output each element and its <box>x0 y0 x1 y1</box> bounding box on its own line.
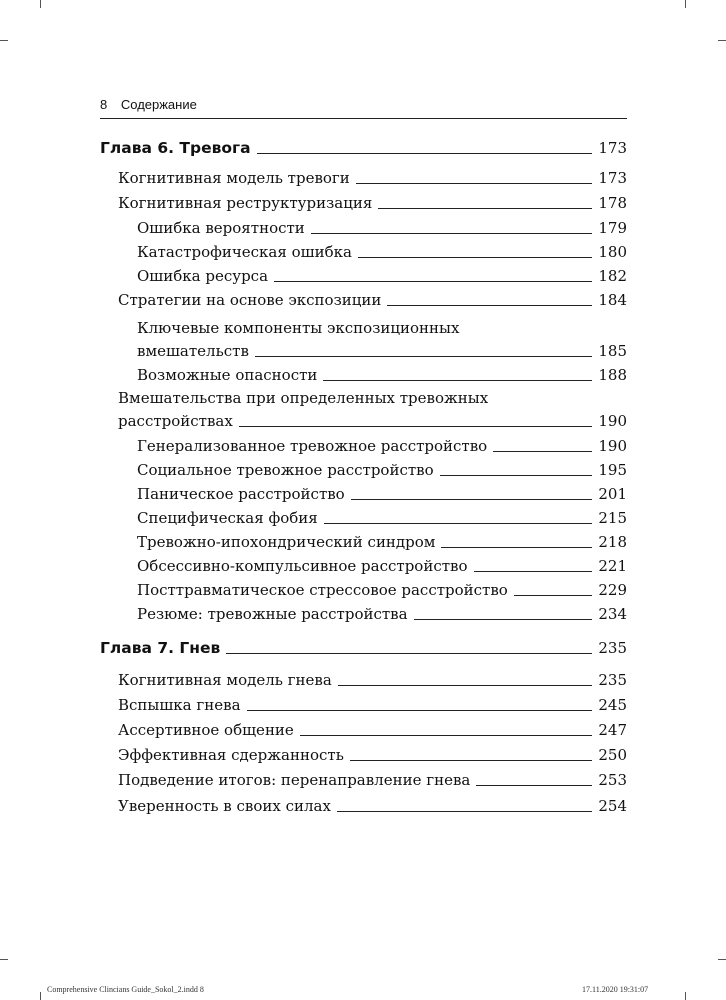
toc-entry[interactable] <box>118 193 627 213</box>
toc-subentry[interactable] <box>137 580 627 600</box>
toc-page-number: 235 <box>598 639 627 657</box>
toc-page-number: 215 <box>598 509 627 527</box>
toc-subentry[interactable] <box>137 484 627 504</box>
toc-entry[interactable] <box>118 290 627 310</box>
toc-entry-title: Социальное тревожное расстройство <box>137 461 434 479</box>
toc-subentry[interactable] <box>137 266 627 286</box>
toc-entry-title: вмешательств <box>137 342 249 360</box>
toc-entry-title: Эффективная сдержанность <box>118 746 344 764</box>
crop-mark <box>40 0 41 8</box>
leader-line <box>387 305 592 306</box>
toc-subentry[interactable] <box>137 556 627 576</box>
toc-entry-title: Паническое расстройство <box>137 485 345 503</box>
header-title: Содержание <box>120 97 197 112</box>
crop-mark <box>718 40 726 41</box>
leader-line <box>476 785 592 786</box>
toc-page-number: 178 <box>598 194 627 212</box>
leader-line <box>474 571 593 572</box>
leader-line <box>274 281 592 282</box>
leader-line <box>239 426 593 427</box>
toc-page-number: 221 <box>598 557 627 575</box>
print-slug-timestamp: 17.11.2020 19:31:07 <box>582 985 649 994</box>
leader-line <box>300 735 593 736</box>
toc-page-number: 250 <box>598 746 627 764</box>
toc-subentry[interactable] <box>137 365 627 385</box>
toc-subentry[interactable] <box>137 604 627 624</box>
toc-page-number: 190 <box>598 412 627 430</box>
leader-line <box>247 710 593 711</box>
toc-subentry[interactable] <box>137 532 627 552</box>
toc-page-number: 179 <box>598 219 627 237</box>
toc-page-number: 247 <box>598 721 627 739</box>
toc-entry-title: расстройствах <box>118 412 233 430</box>
toc-subentry[interactable] <box>137 436 627 456</box>
toc-entry[interactable] <box>118 720 627 740</box>
toc-page-number: 195 <box>598 461 627 479</box>
toc-entry-title: Стратегии на основе экспозиции <box>118 291 382 309</box>
toc-entry-title: Подведение итогов: перенаправление гнева <box>118 771 471 789</box>
toc-page-number: 190 <box>598 437 627 455</box>
toc-entry[interactable] <box>118 411 627 431</box>
leader-line <box>440 475 593 476</box>
toc-subentry[interactable] <box>137 508 627 528</box>
toc-entry[interactable] <box>118 670 627 690</box>
leader-line <box>414 619 593 620</box>
leader-line <box>358 257 592 258</box>
crop-mark <box>40 992 41 1000</box>
toc-chapter-6[interactable] <box>100 138 627 158</box>
toc-page-number: 184 <box>598 291 627 309</box>
toc-entry-title: Вспышка гнева <box>118 696 241 714</box>
toc-entry[interactable] <box>118 695 627 715</box>
leader-line <box>337 811 592 812</box>
toc-entry-title: Тревожно-ипохондрический синдром <box>137 533 436 551</box>
leader-line <box>441 547 592 548</box>
leader-line <box>350 760 592 761</box>
toc-page-number: 254 <box>598 797 627 815</box>
leader-line <box>493 451 592 452</box>
toc-entry[interactable] <box>118 168 627 188</box>
toc-page-number: 185 <box>598 342 627 360</box>
toc-page-number: 229 <box>598 581 627 599</box>
crop-mark <box>0 959 8 960</box>
crop-mark <box>685 0 686 8</box>
toc-entry-title: Катастрофическая ошибка <box>137 243 352 261</box>
crop-mark <box>685 992 686 1000</box>
leader-line <box>324 523 593 524</box>
leader-line <box>338 685 593 686</box>
toc-subentry-line1[interactable]: Ключевые компоненты экспозиционных <box>137 319 460 337</box>
toc-page-number: 201 <box>598 485 627 503</box>
toc-subentry[interactable] <box>137 218 627 238</box>
leader-line <box>514 595 593 596</box>
toc-page-number: 173 <box>598 169 627 187</box>
toc-entry-title: Возможные опасности <box>137 366 318 384</box>
toc-subentry[interactable] <box>137 460 627 480</box>
toc-page-number: 173 <box>598 139 627 157</box>
toc-entry-title: Когнитивная модель гнева <box>118 671 332 689</box>
leader-line <box>356 183 593 184</box>
toc-entry-line1[interactable]: Вмешательства при определенных тревожных <box>118 389 489 407</box>
toc-subentry[interactable] <box>137 341 627 361</box>
toc-entry-title: Посттравматическое стрессовое расстройство <box>137 581 508 599</box>
toc-entry-title: Ассертивное общение <box>118 721 294 739</box>
leader-line <box>351 499 593 500</box>
toc-entry-title: Резюме: тревожные расстройства <box>137 605 408 623</box>
toc-page-number: 234 <box>598 605 627 623</box>
toc-chapter-title: Глава 7. Гнев <box>100 639 221 657</box>
header-page-number: 8 <box>100 97 108 112</box>
toc-entry-title: Ошибка ресурса <box>137 267 269 285</box>
toc-chapter-7[interactable] <box>100 638 627 658</box>
toc-entry-title: Когнитивная реструктуризация <box>118 194 373 212</box>
toc-page-number: 180 <box>598 243 627 261</box>
toc-page-number: 188 <box>598 366 627 384</box>
toc-page-number: 182 <box>598 267 627 285</box>
leader-line <box>378 208 592 209</box>
toc-entry[interactable] <box>118 796 627 816</box>
toc-entry-title: Специфическая фобия <box>137 509 318 527</box>
toc-entry[interactable] <box>118 770 627 790</box>
crop-mark <box>718 959 726 960</box>
print-slug-file: Comprehensive Clincians Guide_Sokol_2.indd 8 <box>47 985 204 994</box>
toc-subentry[interactable] <box>137 242 627 262</box>
toc-entry-title: Уверенность в своих силах <box>118 797 331 815</box>
crop-mark <box>0 40 8 41</box>
leader-line <box>323 380 592 381</box>
toc-page-number: 235 <box>598 671 627 689</box>
leader-line <box>255 356 592 357</box>
toc-page-number: 218 <box>598 533 627 551</box>
toc-entry-title: Когнитивная модель тревоги <box>118 169 350 187</box>
toc-chapter-title: Глава 6. Тревога <box>100 139 251 157</box>
leader-line <box>226 653 592 654</box>
running-head <box>100 96 627 119</box>
leader-line <box>257 153 593 154</box>
toc-entry-title: Генерализованное тревожное расстройство <box>137 437 488 455</box>
leader-line <box>311 233 593 234</box>
toc-page-number: 253 <box>598 771 627 789</box>
toc-page-number: 245 <box>598 696 627 714</box>
toc-entry[interactable] <box>118 745 627 765</box>
toc-entry-title: Обсессивно-компульсивное расстройство <box>137 557 468 575</box>
toc-entry-title: Ошибка вероятности <box>137 219 305 237</box>
